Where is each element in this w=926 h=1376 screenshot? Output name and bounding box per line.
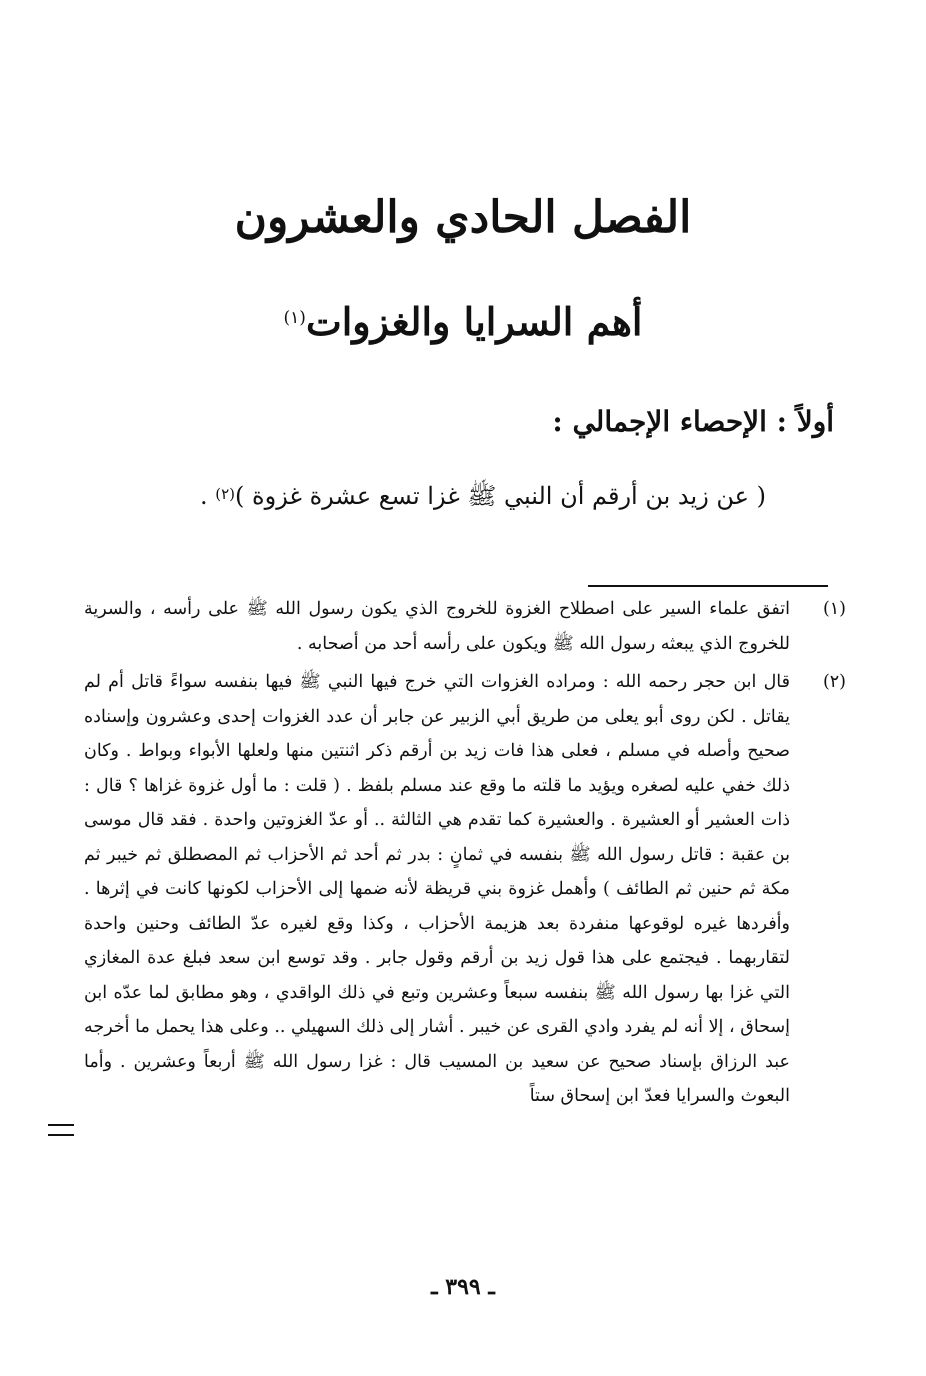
footnote-separator	[588, 585, 828, 587]
hadith-quote-text: ( عن زيد بن أرقم أن النبي ﷺ غزا تسع عشرة غزوة )	[235, 482, 766, 510]
footnote-text: اتفق علماء السير على اصطلاح الغزوة للخروج الذي يكون رسول الله ﷺ على رأسه ، والسرية للخروج الذي يبعثه رسول الله ﷺ ويكون على رأسه أحد من أصحابه .	[84, 599, 790, 654]
page-number: ـ ٣٩٩ ـ	[431, 1274, 495, 1300]
section-heading: أولاً : الإحصاء الإجمالي :	[552, 405, 834, 438]
chapter-subtitle-text: أهم السرايا والغزوات	[305, 299, 643, 344]
chapter-subtitle	[0, 294, 926, 350]
hadith-quote	[200, 476, 766, 516]
footnote-2	[84, 665, 846, 1114]
continuation-mark	[48, 1124, 74, 1136]
chapter-title: الفصل الحادي والعشرون	[234, 192, 692, 243]
footnotes-section	[84, 592, 846, 1118]
footnote-number: (١)	[822, 599, 846, 619]
footnote-1	[84, 592, 846, 661]
hadith-quote-end: .	[199, 482, 216, 510]
footnote-reference-2: (٢)	[215, 485, 236, 503]
footnote-text: قال ابن حجر رحمه الله : ومراده الغزوات التي خرج فيها النبي ﷺ فيها بنفسه سواءً قاتل أم لم يقاتل . لكن روى أبو يعلى من طريق أبي الزبير عن جابر أن عدد الغزوات إحدى وعشرون وإسناده صحيح وأصله في مسلم ، فعلى هذا فات زيد بن أرقم ذكر اثنتين منها ولعلها الأبواء وبواط . وكان ذلك خفي عليه لصغره ويؤيد ما قلته ما وقع عند مسلم بلفظ . ( قلت : ما أول غزوة غزاها ؟ قال : ذات العشير أو العشيرة . والعشيرة كما تقدم هي الثالثة .. أو عدّ الغزوتين واحدة . فقد قال موسى بن عقبة : قاتل رسول الله ﷺ بنفسه في ثمانٍ : بدر ثم أحد ثم الأحزاب ثم المصطلق ثم خيبر ثم مكة ثم حنين ثم الطائف ) وأهمل غزوة بني قريظة لأنه ضمها إلى الأحزاب لكونها كانت في إثرها . وأفردها غيره لوقوعها منفردة بعد هزيمة الأحزاب ، وكذا وقع لغيره عدّ الطائف وحنين واحدة لتقاربهما . فيجتمع على هذا قول زيد بن أرقم وقول جابر . وقد توسع ابن سعد فبلغ عدة المغازي التي غزا بها رسول الله ﷺ بنفسه سبعاً وعشرين وتبع في ذلك الواقدي ، وهو مطابق لما عدّه ابن إسحاق ، إلا أنه لم يفرد وادي القرى عن خيبر . أشار إلى ذلك السهيلي .. وعلى هذا يحمل ما أخرجه عبد الرزاق بإسناد صحيح عن سعيد بن المسيب قال : غزا رسول الله ﷺ أربعاً وعشرين . وأما البعوث والسرايا فعدّ ابن إسحاق ستاً	[84, 672, 790, 1106]
footnote-number: (٢)	[822, 672, 846, 692]
footnote-reference-1: (١)	[283, 308, 306, 328]
